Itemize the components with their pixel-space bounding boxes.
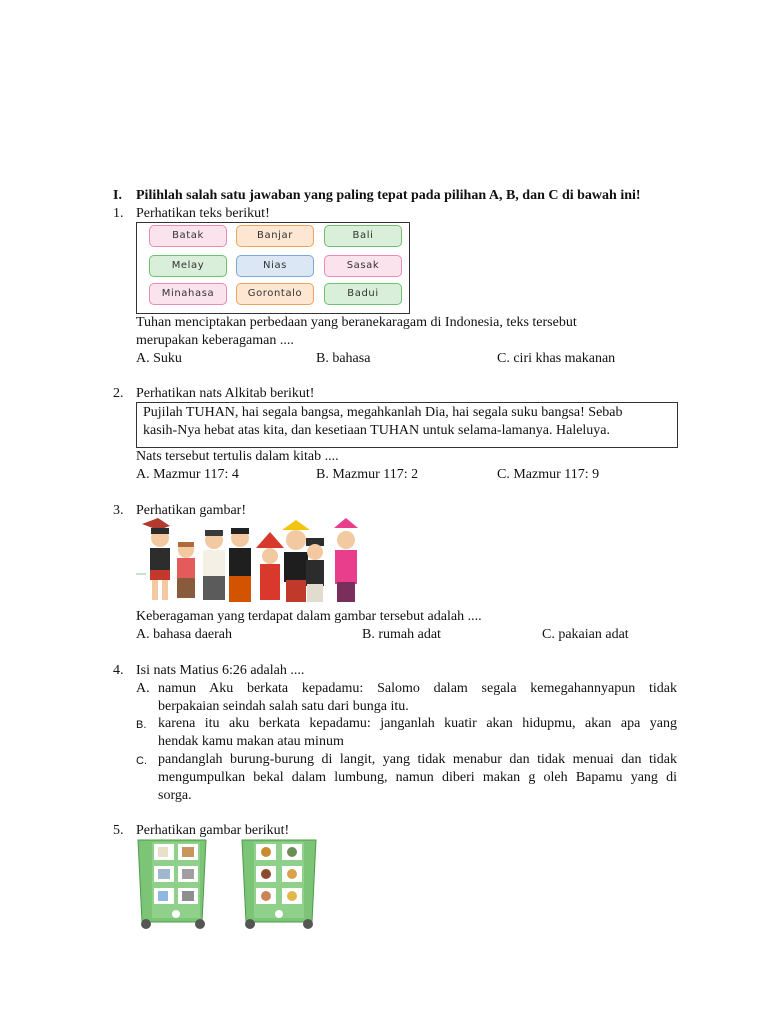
tag-batak: Batak [149, 225, 227, 247]
q3-option-b: B. rumah adat [362, 627, 441, 642]
q2-number: 2. [113, 386, 124, 401]
tag-melay: Melay [149, 255, 227, 277]
tag-nias: Nias [236, 255, 314, 277]
q5-number: 5. [113, 823, 124, 838]
q5-prompt: Perhatikan gambar berikut! [136, 823, 290, 838]
q4-option-c-line3: sorga. [158, 788, 192, 803]
child-figure-7 [306, 538, 324, 602]
child-figure-8 [334, 518, 358, 602]
q2-option-c: C. Mazmur 117: 9 [497, 467, 600, 482]
tag-gorontalo: Gorontalo [236, 283, 314, 305]
q4-option-c-line1: pandanglah burung-burung di langit, yang tidak menabur dan tidak menuai dan tidak [158, 752, 677, 767]
q4-option-b-label: B. [136, 719, 147, 731]
child-figure-3 [203, 530, 225, 600]
recycle-bin-1 [138, 840, 206, 929]
q1-number: 1. [113, 206, 124, 221]
q3-option-c: C. pakaian adat [542, 627, 629, 642]
tag-bali: Bali [324, 225, 402, 247]
q4-option-c-line2: mengumpulkan bekal dalam lumbung, namun diberi makan g oleh Bapamu yang di [158, 770, 677, 785]
q4-option-a-label: A. [136, 681, 150, 696]
recycle-bin-2 [242, 840, 316, 929]
traditional-costumes-illustration [136, 518, 368, 608]
q3-question: Keberagaman yang terdapat dalam gambar tersebut adalah .... [136, 609, 482, 624]
q2-verse-line2: kasih-Nya hebat atas kita, dan kesetiaan TUHAN untuk selama-lamanya. Haleluya. [143, 423, 611, 438]
q4-option-c-label: C. [136, 755, 147, 767]
q3-prompt: Perhatikan gambar! [136, 503, 247, 518]
q4-option-b-line1: karena itu aku berkata kepadamu: janganlah kuatir akan hidupmu, akan apa yang [158, 716, 677, 731]
tag-banjar: Banjar [236, 225, 314, 247]
q1-text-line2: merupakan keberagaman .... [136, 333, 294, 348]
tag-minahasa: Minahasa [149, 283, 227, 305]
q1-option-c: C. ciri khas makanan [497, 351, 616, 366]
child-figure-2 [177, 542, 195, 598]
q2-verse-line1: Pujilah TUHAN, hai segala bangsa, megahkanlah Dia, hai segala suku bangsa! Sebab [143, 405, 623, 420]
q4-option-b-line2: hendak kamu makan atau minum [158, 734, 344, 749]
q1-option-a: A. Suku [136, 351, 182, 366]
child-figure-4 [229, 528, 251, 602]
section-instruction: Pilihlah salah satu jawaban yang paling tepat pada pilihan A, B, dan C di bawah ini! [136, 188, 641, 203]
q4-prompt: Isi nats Matius 6:26 adalah .... [136, 663, 305, 678]
q2-option-b: B. Mazmur 117: 2 [316, 467, 419, 482]
q4-option-a-line1: namun Aku berkata kepadamu: Salomo dalam segala kemegahannyapun tidak [158, 681, 677, 696]
q1-text-line1: Tuhan menciptakan perbedaan yang beranekaragam di Indonesia, teks tersebut [136, 315, 577, 330]
q2-prompt: Perhatikan nats Alkitab berikut! [136, 386, 315, 401]
tag-badui: Badui [324, 283, 402, 305]
q4-option-a-line2: berpakaian seindah salah satu dari bunga itu. [158, 699, 409, 714]
q3-option-a: A. bahasa daerah [136, 627, 233, 642]
q2-question: Nats tersebut tertulis dalam kitab .... [136, 449, 339, 464]
child-figure-1 [142, 518, 170, 600]
section-number: I. [113, 188, 122, 203]
child-figure-6 [282, 520, 310, 602]
q2-option-a: A. Mazmur 117: 4 [136, 467, 239, 482]
recycle-bins-illustration [136, 838, 320, 930]
q4-number: 4. [113, 663, 124, 678]
q1-prompt: Perhatikan teks berikut! [136, 206, 270, 221]
q2-verse-box [136, 402, 678, 448]
tag-sasak: Sasak [324, 255, 402, 277]
q1-tag-figure [136, 222, 410, 314]
q1-option-b: B. bahasa [316, 351, 371, 366]
child-figure-5 [256, 532, 284, 600]
q3-number: 3. [113, 503, 124, 518]
